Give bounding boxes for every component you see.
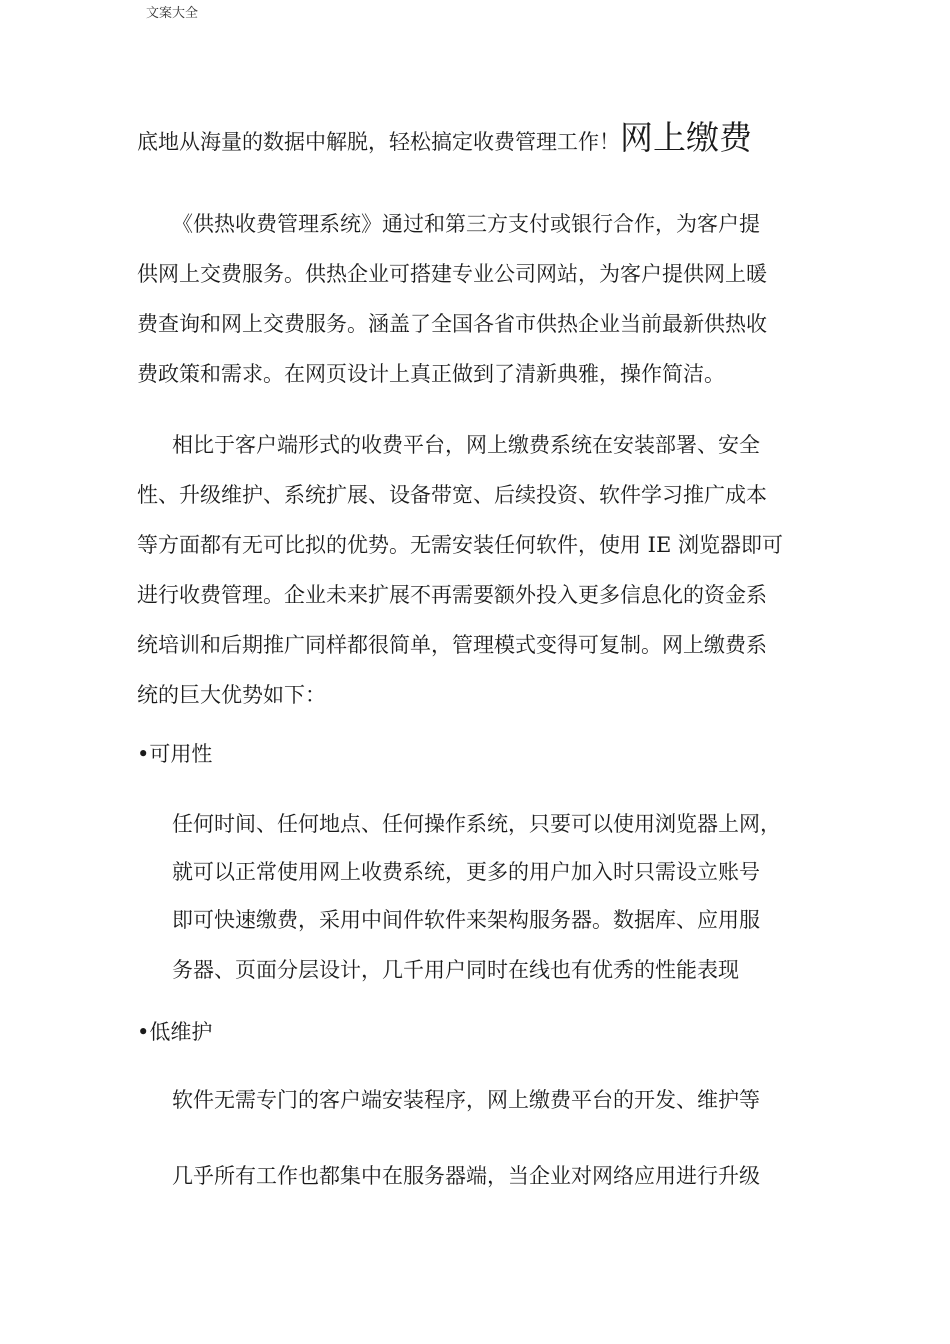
paragraph2-line: 相比于客户端形式的收费平台，网上缴费系统在安装部署、安全 — [172, 433, 760, 457]
paragraph2-line: 性、升级维护、系统扩展、设备带宽、后续投资、软件学习推广成本 — [137, 483, 767, 507]
bullet-title-low-maintenance: •低维护 — [137, 1020, 213, 1044]
paragraph1-line: 供网上交费服务。供热企业可搭建专业公司网站，为客户提供网上暖 — [137, 262, 767, 286]
header-mark: 文案大全 — [146, 6, 199, 21]
bullet1-line: 即可快速缴费，采用中间件软件来架构服务器。数据库、应用服 — [172, 908, 760, 932]
paragraph1-line: 费查询和网上交费服务。涵盖了全国各省市供热企业当前最新供热收 — [137, 312, 767, 336]
paragraph1-line: 费政策和需求。在网页设计上真正做到了清新典雅，操作简洁。 — [137, 362, 725, 386]
bullet2-line: 软件无需专门的客户端安装程序，网上缴费平台的开发、维护等 — [172, 1088, 760, 1112]
paragraph2-line: 进行收费管理。企业未来扩展不再需要额外投入更多信息化的资金系 — [137, 583, 767, 607]
paragraph1-line: 《供热收费管理系统》通过和第三方支付或银行合作，为客户提 — [172, 212, 760, 236]
section-heading: 网上缴费 — [620, 118, 752, 157]
intro-line — [137, 120, 752, 160]
intro-text: 底地从海量的数据中解脱，轻松搞定收费管理工作！ — [137, 130, 620, 154]
paragraph2-line: 等方面都有无可比拟的优势。无需安装任何软件，使用 IE 浏览器即可 — [137, 533, 783, 557]
paragraph2-line: 统培训和后期推广同样都很简单，管理模式变得可复制。网上缴费系 — [137, 633, 767, 657]
paragraph2-line: 统的巨大优势如下： — [137, 683, 326, 707]
bullet1-line: 任何时间、任何地点、任何操作系统，只要可以使用浏览器上网， — [172, 812, 781, 836]
bullet-title-availability: •可用性 — [137, 742, 213, 766]
bullet2-line: 几乎所有工作也都集中在服务器端，当企业对网络应用进行升级 — [172, 1164, 760, 1188]
bullet1-line: 务器、页面分层设计，几千用户同时在线也有优秀的性能表现 — [172, 958, 739, 982]
bullet1-line: 就可以正常使用网上收费系统，更多的用户加入时只需设立账号 — [172, 860, 760, 884]
